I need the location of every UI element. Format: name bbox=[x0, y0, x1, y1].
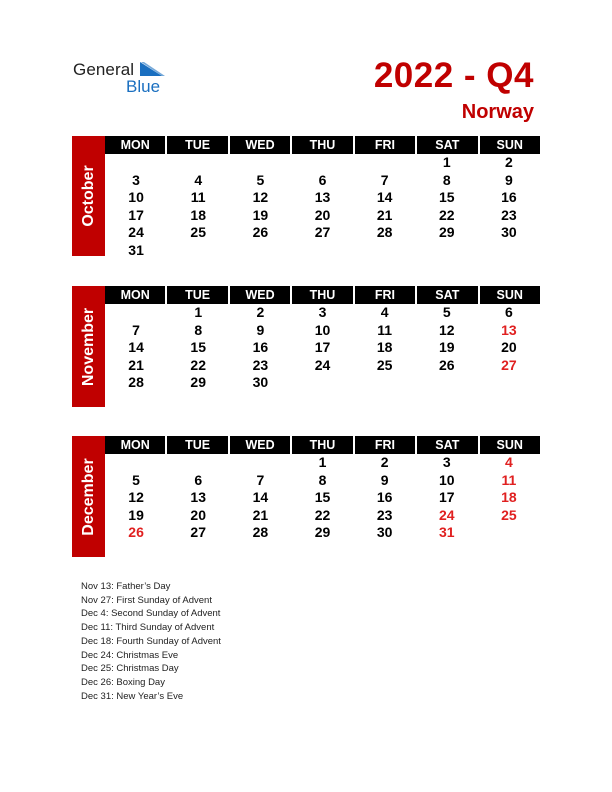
day-cell: 28 bbox=[252, 524, 269, 541]
empty-day-cell bbox=[167, 242, 229, 260]
day-cell: 27 bbox=[190, 524, 206, 541]
week-row bbox=[105, 524, 540, 542]
logo-triangle-icon bbox=[140, 62, 166, 78]
day-cell: 6 bbox=[194, 471, 203, 488]
week-row bbox=[105, 172, 540, 190]
day-cell: 21 bbox=[376, 206, 393, 223]
holiday-list bbox=[81, 580, 221, 703]
empty-day-cell bbox=[291, 242, 353, 260]
day-cell: 8 bbox=[318, 471, 327, 488]
day-cell: 8 bbox=[442, 171, 451, 188]
day-cell: 19 bbox=[252, 206, 269, 223]
holiday-note: Dec 18: Fourth Sunday of Advent bbox=[81, 635, 221, 647]
day-cell: 7 bbox=[380, 171, 389, 188]
day-cell: 25 bbox=[501, 506, 517, 523]
day-cell: 23 bbox=[501, 206, 517, 223]
day-cell: 31 bbox=[128, 241, 144, 258]
weekday-wed: WED bbox=[230, 136, 290, 154]
day-cell: 12 bbox=[252, 189, 269, 206]
empty-day-cell bbox=[229, 454, 291, 472]
weekday-sat: SAT bbox=[417, 136, 477, 154]
week-row bbox=[105, 322, 540, 340]
month-block-december bbox=[72, 436, 540, 557]
day-cell: 23 bbox=[376, 506, 393, 523]
day-cell: 31 bbox=[438, 524, 455, 541]
day-cell: 26 bbox=[438, 356, 455, 373]
day-cell: 5 bbox=[442, 304, 451, 320]
empty-day-cell bbox=[291, 374, 353, 392]
empty-day-cell bbox=[478, 374, 540, 392]
day-cell: 3 bbox=[318, 304, 327, 320]
empty-day-cell bbox=[105, 454, 167, 472]
month-block-october bbox=[72, 136, 540, 256]
weekday-tue: TUE bbox=[167, 136, 227, 154]
day-cell: 14 bbox=[128, 339, 144, 356]
day-cell: 7 bbox=[132, 321, 140, 338]
day-cell: 30 bbox=[376, 524, 393, 541]
holiday-note: Dec 25: Christmas Day bbox=[81, 663, 179, 675]
country-label: Norway bbox=[461, 101, 534, 123]
month-grid bbox=[105, 286, 540, 392]
day-cell: 16 bbox=[501, 189, 517, 206]
weekday-header bbox=[105, 286, 540, 304]
day-cell: 3 bbox=[442, 454, 451, 470]
empty-day-cell bbox=[354, 374, 416, 392]
weekday-mon: MON bbox=[105, 136, 165, 154]
day-cell: 26 bbox=[252, 224, 269, 241]
day-cell: 2 bbox=[256, 304, 265, 320]
day-cell: 30 bbox=[252, 374, 269, 391]
day-cell: 2 bbox=[505, 154, 513, 170]
day-cell: 9 bbox=[256, 321, 265, 338]
day-cell: 20 bbox=[314, 206, 331, 223]
weekday-thu: THU bbox=[292, 286, 352, 304]
day-cell: 18 bbox=[501, 489, 517, 506]
holiday-note: Dec 26: Boxing Day bbox=[81, 676, 165, 688]
weekday-header bbox=[105, 136, 540, 154]
empty-day-cell bbox=[229, 242, 291, 260]
day-cell: 12 bbox=[438, 321, 455, 338]
logo-word-general: General bbox=[73, 60, 135, 79]
empty-day-cell bbox=[291, 154, 353, 172]
week-row bbox=[105, 207, 540, 225]
empty-day-cell bbox=[478, 524, 540, 542]
weekday-thu: THU bbox=[292, 136, 352, 154]
day-cell: 28 bbox=[376, 224, 393, 241]
holiday-note: Dec 11: Third Sunday of Advent bbox=[81, 622, 215, 634]
month-label-bar bbox=[72, 436, 105, 557]
day-cell: 14 bbox=[376, 189, 393, 206]
empty-day-cell bbox=[478, 242, 540, 260]
day-cell: 6 bbox=[318, 171, 327, 188]
day-cell: 24 bbox=[438, 506, 455, 523]
page-title: 2022 - Q4 bbox=[373, 56, 534, 95]
week-row bbox=[105, 357, 540, 375]
day-cell: 1 bbox=[194, 304, 203, 320]
holiday-note: Nov 27: First Sunday of Advent bbox=[81, 594, 212, 606]
weekday-wed: WED bbox=[230, 436, 290, 454]
day-cell: 6 bbox=[505, 304, 513, 320]
day-cell: 26 bbox=[128, 524, 144, 541]
day-cell: 20 bbox=[501, 339, 517, 356]
day-cell: 29 bbox=[438, 224, 455, 241]
day-cell: 2 bbox=[380, 454, 389, 470]
day-cell: 10 bbox=[438, 471, 455, 488]
week-row bbox=[105, 489, 540, 507]
day-cell: 16 bbox=[252, 339, 269, 356]
day-cell: 1 bbox=[442, 154, 451, 170]
weekday-sun: SUN bbox=[480, 286, 540, 304]
weekday-sun: SUN bbox=[480, 436, 540, 454]
holiday-note: Dec 24: Christmas Eve bbox=[81, 649, 179, 661]
month-grid bbox=[105, 436, 540, 542]
day-cell: 17 bbox=[128, 206, 144, 223]
day-cell: 23 bbox=[252, 356, 269, 373]
day-cell: 11 bbox=[190, 189, 206, 206]
weekday-fri: FRI bbox=[355, 436, 415, 454]
empty-day-cell bbox=[416, 374, 478, 392]
month-block-november bbox=[72, 286, 540, 407]
day-cell: 4 bbox=[194, 171, 203, 188]
day-cell: 19 bbox=[128, 506, 144, 523]
week-row bbox=[105, 189, 540, 207]
day-cell: 9 bbox=[380, 471, 389, 488]
day-cell: 4 bbox=[380, 304, 389, 320]
weekday-fri: FRI bbox=[355, 286, 415, 304]
weekday-header bbox=[105, 436, 540, 454]
day-cell: 5 bbox=[256, 171, 265, 188]
logo-word-blue: Blue bbox=[126, 77, 161, 96]
day-cell: 22 bbox=[190, 356, 206, 373]
day-cell: 18 bbox=[376, 339, 393, 356]
week-row bbox=[105, 304, 540, 322]
day-cell: 27 bbox=[314, 224, 331, 241]
empty-day-cell bbox=[354, 154, 416, 172]
week-row bbox=[105, 472, 540, 490]
day-cell: 4 bbox=[505, 454, 513, 470]
day-cell: 9 bbox=[505, 171, 513, 188]
week-row bbox=[105, 154, 540, 172]
empty-day-cell bbox=[105, 304, 167, 322]
day-cell: 18 bbox=[190, 206, 206, 223]
day-cell: 17 bbox=[438, 489, 455, 506]
month-name: December bbox=[79, 457, 97, 536]
day-cell: 15 bbox=[314, 489, 331, 506]
weekday-mon: MON bbox=[105, 286, 165, 304]
day-cell: 25 bbox=[376, 356, 393, 373]
day-cell: 30 bbox=[501, 224, 517, 241]
day-cell: 11 bbox=[377, 321, 393, 338]
weekday-mon: MON bbox=[105, 436, 165, 454]
month-label-bar bbox=[72, 136, 105, 256]
empty-day-cell bbox=[416, 242, 478, 260]
day-cell: 5 bbox=[132, 471, 140, 488]
holiday-note: Nov 13: Father’s Day bbox=[81, 581, 171, 592]
month-grid bbox=[105, 136, 540, 260]
day-cell: 12 bbox=[128, 489, 144, 506]
general-blue-logo bbox=[73, 60, 173, 96]
empty-day-cell bbox=[354, 242, 416, 260]
day-cell: 13 bbox=[190, 489, 206, 506]
day-cell: 19 bbox=[438, 339, 455, 356]
day-cell: 15 bbox=[438, 189, 455, 206]
day-cell: 22 bbox=[314, 506, 331, 523]
weekday-thu: THU bbox=[292, 436, 352, 454]
week-row bbox=[105, 339, 540, 357]
day-cell: 10 bbox=[128, 189, 144, 206]
day-cell: 25 bbox=[190, 224, 206, 241]
day-cell: 11 bbox=[501, 471, 517, 488]
holiday-note: Dec 31: New Year’s Eve bbox=[81, 690, 184, 702]
day-cell: 22 bbox=[438, 206, 455, 223]
day-cell: 1 bbox=[318, 454, 327, 470]
day-cell: 8 bbox=[194, 321, 203, 338]
day-cell: 29 bbox=[314, 524, 331, 541]
week-row bbox=[105, 374, 540, 392]
day-cell: 15 bbox=[190, 339, 206, 356]
day-cell: 13 bbox=[501, 321, 517, 338]
weekday-tue: TUE bbox=[167, 286, 227, 304]
week-row bbox=[105, 224, 540, 242]
week-row bbox=[105, 242, 540, 260]
day-cell: 24 bbox=[128, 224, 144, 241]
day-cell: 20 bbox=[190, 506, 206, 523]
day-cell: 27 bbox=[501, 356, 517, 373]
month-name: October bbox=[79, 165, 97, 227]
day-cell: 3 bbox=[132, 171, 140, 188]
week-row bbox=[105, 507, 540, 525]
empty-day-cell bbox=[167, 454, 229, 472]
day-cell: 21 bbox=[128, 356, 144, 373]
day-cell: 13 bbox=[314, 189, 331, 206]
day-cell: 16 bbox=[376, 489, 393, 506]
empty-day-cell bbox=[105, 154, 167, 172]
week-row bbox=[105, 454, 540, 472]
day-cell: 7 bbox=[256, 471, 265, 488]
weekday-sat: SAT bbox=[417, 436, 477, 454]
day-cell: 21 bbox=[252, 506, 269, 523]
weekday-sun: SUN bbox=[480, 136, 540, 154]
empty-day-cell bbox=[229, 154, 291, 172]
holiday-note: Dec 4: Second Sunday of Advent bbox=[81, 608, 221, 620]
month-label-bar bbox=[72, 286, 105, 407]
day-cell: 24 bbox=[314, 356, 331, 373]
day-cell: 29 bbox=[190, 374, 206, 391]
weekday-tue: TUE bbox=[167, 436, 227, 454]
month-name: November bbox=[79, 307, 97, 386]
day-cell: 10 bbox=[314, 321, 331, 338]
weekday-wed: WED bbox=[230, 286, 290, 304]
day-cell: 14 bbox=[252, 489, 269, 506]
day-cell: 28 bbox=[128, 374, 144, 391]
weekday-sat: SAT bbox=[417, 286, 477, 304]
day-cell: 17 bbox=[314, 339, 331, 356]
empty-day-cell bbox=[167, 154, 229, 172]
weekday-fri: FRI bbox=[355, 136, 415, 154]
